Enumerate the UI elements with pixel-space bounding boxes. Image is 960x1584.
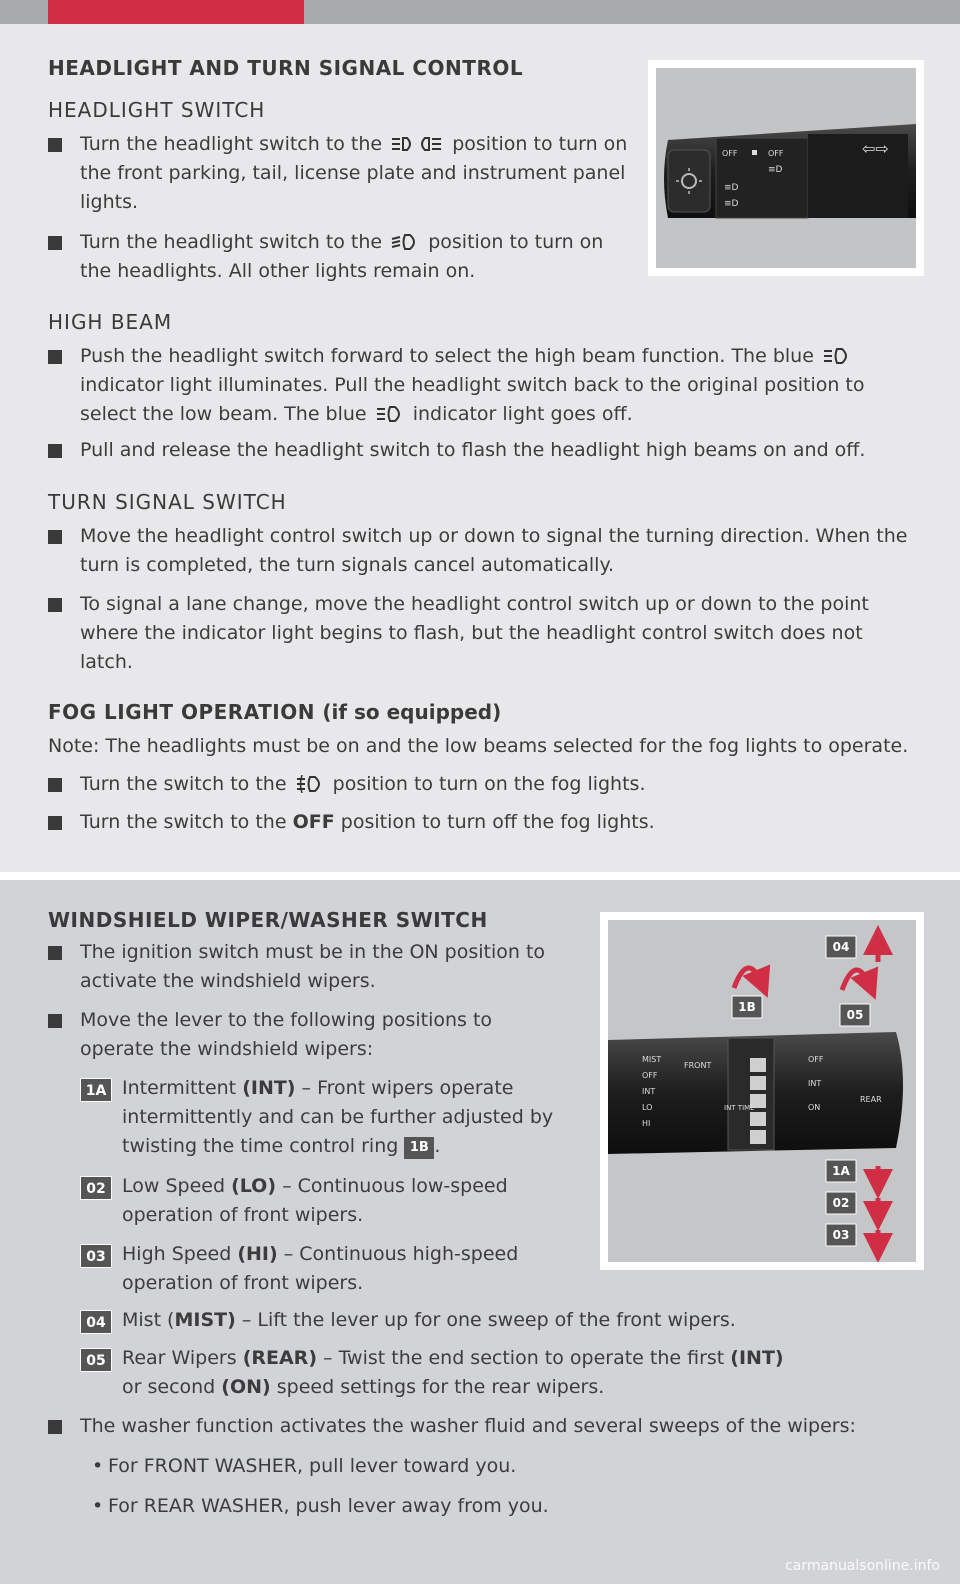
photo-off-label: OFF — [642, 1071, 658, 1080]
photo-off-label-2: OFF — [768, 149, 784, 158]
fog-light-icon — [296, 775, 324, 793]
photo-hi-label: HI — [642, 1119, 651, 1128]
bullet-square — [48, 1420, 62, 1434]
headlight-switch-item-1: Turn the headlight switch to the position to turn on the front parking, tail, license plate and instrument panel lights. — [48, 130, 628, 217]
wiper-item-3: The washer function activates the washer fluid and several sweeps of the wipers: — [48, 1412, 928, 1441]
bullet-square — [48, 1014, 62, 1028]
photo-badge-04: 04 — [832, 940, 850, 954]
bullet-square — [48, 946, 62, 960]
headlight-lever-illustration — [656, 68, 916, 268]
position-badge: 03 — [80, 1244, 112, 1268]
position-badge: 1A — [80, 1078, 112, 1102]
top-bar — [0, 0, 960, 24]
bullet-square — [48, 598, 62, 612]
wiper-item-2: Move the lever to the following positions to operate the windshield wipers: — [48, 1006, 568, 1064]
watermark: carmanualsonline.info — [785, 1558, 940, 1574]
wiper-position-03: 03 High Speed (HI) – Continuous high-speed operation of front wipers. — [80, 1240, 560, 1298]
position-badge-inline: 1B — [404, 1137, 434, 1159]
photo-int-r-label: INT — [808, 1079, 822, 1088]
turn-signal-item-2: To signal a lane change, move the headlight control switch up or down to the point where the indicator light begins to flash, but the headlight control switch does not latch. — [48, 590, 908, 677]
svg-text:≡D: ≡D — [724, 183, 739, 193]
parking-light-icon — [391, 135, 443, 153]
bullet-square — [48, 778, 62, 792]
photo-badge-05: 05 — [846, 1008, 864, 1022]
wiper-position-02: 02 Low Speed (LO) – Continuous low-speed operation of front wipers. — [80, 1172, 560, 1230]
wiper-section-title: WINDSHIELD WIPER/WASHER SWITCH — [48, 908, 488, 932]
top-accent-bar — [48, 0, 304, 24]
photo-on-r-label: ON — [808, 1103, 821, 1112]
svg-text:⇦⇨: ⇦⇨ — [862, 139, 889, 158]
bullet-square — [48, 138, 62, 152]
wiper-lever-illustration — [608, 920, 916, 1262]
wiper-position-1a: 1A Intermittent (INT) – Front wipers operate intermittently and can be further adjusted by twisting the time control ring 1B . — [80, 1074, 560, 1161]
wiper-switch-photo — [600, 912, 924, 1270]
fog-light-note: Note: The headlights must be on and the low beams selected for the fog lights to operate. — [48, 735, 909, 757]
bullet-square — [48, 444, 62, 458]
photo-int-label: INT — [642, 1087, 656, 1096]
washer-bullet-front: • For FRONT WASHER, pull lever toward you. — [92, 1455, 517, 1477]
off-keyword: OFF — [292, 811, 335, 833]
high-beam-icon — [376, 405, 404, 423]
high-beam-item-2: Pull and release the headlight switch to flash the headlight high beams on and off. — [48, 436, 928, 465]
turn-signal-item-1: Move the headlight control switch up or down to signal the turning direction. When the turn is completed, the turn signals cancel automatically. — [48, 522, 908, 580]
photo-off-label-1: OFF — [722, 149, 738, 158]
photo-badge-03: 03 — [832, 1228, 850, 1242]
photo-int-time-label: INT TIME — [724, 1104, 755, 1112]
photo-front-label: FRONT — [684, 1061, 712, 1070]
photo-badge-1b: 1B — [738, 1000, 756, 1014]
photo-lo-label: LO — [642, 1103, 653, 1112]
bullet-square — [48, 350, 62, 364]
wiper-item-1: The ignition switch must be in the ON position to activate the windshield wipers. — [48, 938, 568, 996]
wiper-position-05: 05 Rear Wipers (REAR) – Twist the end section to operate the first (INT) or second (ON) speed settings for the rear wipers. — [80, 1344, 800, 1402]
high-beam-item-1: Push the headlight switch forward to select the high beam function. The blue indicator light illuminates. Pull the headlight switch back to the original position to select the low beam. The blue indicator light goes off. — [48, 342, 888, 429]
position-badge: 04 — [80, 1310, 112, 1334]
position-badge: 05 — [80, 1348, 112, 1372]
headlight-switch-item-2: Turn the headlight switch to the position to turn on the headlights. All other lights remain on. — [48, 228, 628, 286]
high-beam-icon — [823, 347, 851, 365]
photo-badge-02: 02 — [832, 1196, 850, 1210]
svg-text:≡D: ≡D — [768, 165, 783, 175]
svg-text:≡D: ≡D — [724, 199, 739, 209]
bullet-square — [48, 816, 62, 830]
photo-mist-label: MIST — [642, 1055, 662, 1064]
bullet-square — [48, 530, 62, 544]
headlight-switch-heading: HEADLIGHT SWITCH — [48, 98, 266, 122]
wiper-position-04: 04 Mist (MIST) – Lift the lever up for one sweep of the front wipers. — [80, 1306, 880, 1335]
headlight-section-title: HEADLIGHT AND TURN SIGNAL CONTROL — [48, 56, 524, 80]
bullet-square — [48, 236, 62, 250]
headlight-switch-photo — [648, 60, 924, 276]
photo-rear-label: REAR — [860, 1095, 882, 1104]
position-badge: 02 — [80, 1176, 112, 1200]
turn-signal-heading: TURN SIGNAL SWITCH — [48, 490, 287, 514]
high-beam-heading: HIGH BEAM — [48, 310, 173, 334]
fog-light-item-2: Turn the switch to the OFF position to turn off the fog lights. — [48, 808, 908, 837]
fog-light-item-1: Turn the switch to the position to turn on the fog lights. — [48, 770, 908, 799]
washer-bullet-rear: • For REAR WASHER, push lever away from you. — [92, 1495, 549, 1517]
photo-badge-1a: 1A — [832, 1164, 850, 1178]
photo-off-r-label: OFF — [808, 1055, 824, 1064]
fog-light-heading: FOG LIGHT OPERATION (if so equipped) — [48, 700, 502, 724]
low-beam-icon — [391, 233, 419, 251]
